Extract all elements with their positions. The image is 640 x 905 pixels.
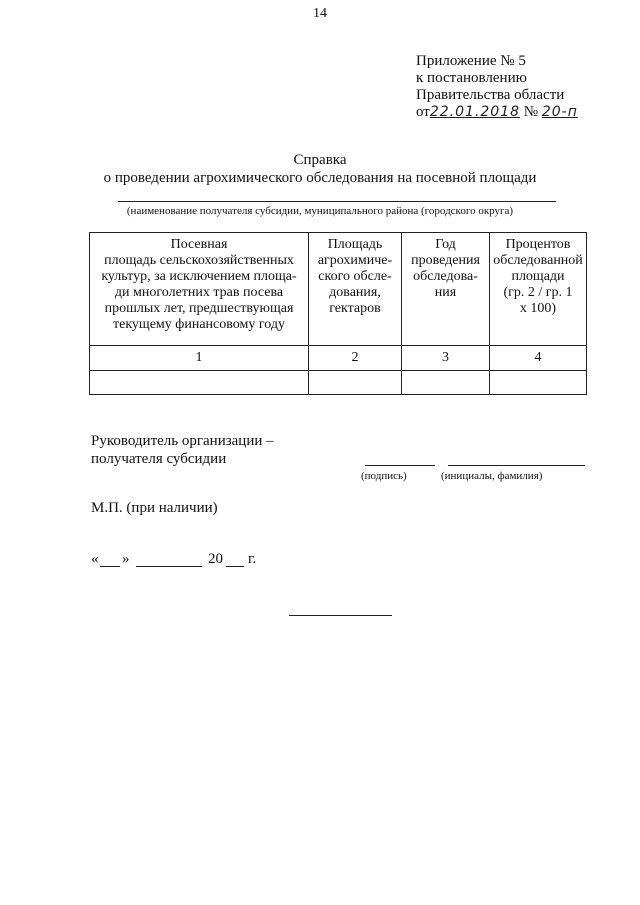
header-cell-4 <box>490 233 587 346</box>
name-blank-line <box>448 465 585 466</box>
survey-table <box>89 232 587 395</box>
signature-label-2: получателя субсидии <box>91 451 227 467</box>
number-prefix: № <box>523 104 539 120</box>
header-4-line: Процентов <box>505 237 571 252</box>
date-line <box>91 551 291 571</box>
handwritten-date: 22.01.2018 <box>429 104 521 120</box>
header-1-line: культур, за исключением площа- <box>101 269 297 284</box>
month-blank <box>136 566 202 567</box>
column-number-1: 1 <box>90 346 309 371</box>
signature-label-1: Руководитель организации – <box>91 433 274 449</box>
header-4-line: обследованной <box>493 253 583 268</box>
header-1-line: Посевная <box>170 237 228 252</box>
column-number-row <box>90 346 587 371</box>
year-suffix: г. <box>248 551 257 567</box>
appendix-line-1: Приложение № 5 <box>416 53 526 69</box>
header-3-line: Год <box>435 237 456 252</box>
year-blank <box>226 566 244 567</box>
signature-caption: (подпись) <box>361 470 407 482</box>
header-1-line: текущему финансовому году <box>113 317 285 332</box>
header-1-line: прошлых лет, предшествующая <box>104 301 294 316</box>
header-2-line: агрохимиче- <box>317 253 393 268</box>
header-3-line: проведения <box>411 253 480 268</box>
recipient-caption: (наименование получателя субсидии, муниципального района (городского округа) <box>126 205 514 217</box>
document-title: Справка <box>293 152 347 168</box>
year-prefix: 20 <box>208 551 223 567</box>
signature-blank-line <box>365 465 435 466</box>
header-2-line: ского обсле- <box>318 269 392 284</box>
header-3-line: обследова- <box>413 269 478 284</box>
empty-cell[interactable] <box>402 371 490 395</box>
header-cell-2 <box>309 233 402 346</box>
appendix-date-line <box>416 104 578 121</box>
document-subtitle: о проведении агрохимического обследования на посевной площади <box>103 170 537 186</box>
header-4-line: х 100) <box>519 301 557 316</box>
empty-cell[interactable] <box>309 371 402 395</box>
column-number-4: 4 <box>490 346 587 371</box>
date-open-quote: « <box>91 551 99 567</box>
header-4-line: площади <box>511 269 565 284</box>
column-number-3: 3 <box>402 346 490 371</box>
stamp-placeholder: М.П. (при наличии) <box>91 500 218 516</box>
header-2-line: Площадь <box>327 237 383 252</box>
column-number-2: 2 <box>309 346 402 371</box>
header-cell-1 <box>90 233 309 346</box>
page-number: 14 <box>313 6 327 21</box>
appendix-line-2: к постановлению <box>416 70 527 86</box>
header-1-line: ди многолетних трав посева <box>114 285 284 300</box>
header-cell-3 <box>402 233 490 346</box>
recipient-blank-line <box>118 201 556 202</box>
appendix-block <box>416 53 578 121</box>
handwritten-number: 20-п <box>541 104 578 120</box>
header-2-line: гектаров <box>329 301 381 316</box>
table-header-row <box>90 233 587 346</box>
header-2-line: дования, <box>329 285 381 300</box>
empty-cell[interactable] <box>490 371 587 395</box>
empty-data-row <box>90 371 587 395</box>
header-4-line: (гр. 2 / гр. 1 <box>503 285 573 300</box>
header-3-line: ния <box>434 285 457 300</box>
bottom-separator <box>289 615 392 616</box>
name-caption: (инициалы, фамилия) <box>441 470 543 482</box>
appendix-line-3: Правительства области <box>416 87 565 103</box>
date-close-quote: » <box>122 551 130 567</box>
empty-cell[interactable] <box>90 371 309 395</box>
header-1-line: площадь сельскохозяйственных <box>104 253 294 268</box>
date-prefix: от <box>416 104 430 120</box>
day-blank <box>100 566 120 567</box>
